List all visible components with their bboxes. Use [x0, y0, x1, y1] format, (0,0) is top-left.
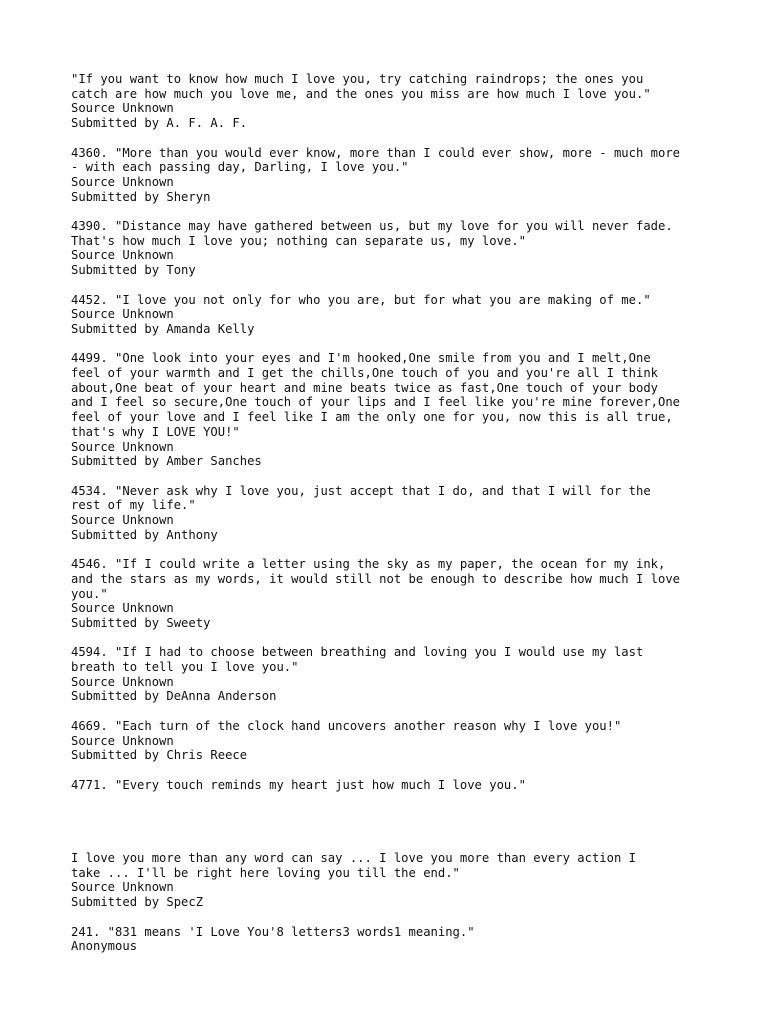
quote-entry — [71, 351, 711, 469]
quote-entry — [71, 219, 711, 278]
quote-entry — [71, 851, 711, 910]
quote-list — [71, 72, 711, 792]
quote-source: Source Unknown — [71, 101, 174, 116]
quote-text: 241. "831 means 'I Love You'8 letters3 words1 meaning." — [71, 924, 475, 939]
quote-submitter: Submitted by Sheryn — [71, 189, 211, 204]
document-page — [71, 72, 711, 969]
quote-text: 4452. "I love you not only for who you are, but for what you are making of me." — [71, 292, 651, 307]
quote-text: 4390. "Distance may have gathered between us, but my love for you will never fade. That's how much I love you; nothing can separate us, my love." — [71, 219, 673, 248]
quote-text: 4534. "Never ask why I love you, just accept that I do, and that I will for the rest of my life." — [71, 483, 651, 513]
quote-submitter: Submitted by Amber Sanches — [71, 454, 262, 469]
quote-source: Source Unknown — [71, 439, 174, 454]
quote-entry — [71, 484, 711, 543]
quote-text: 4499. "One look into your eyes and I'm hooked,One smile from you and I melt,One feel of your warmth and I get the chills,One touch of you and you're all I think about,One beat of your heart and mine beats twice as fast,One touch of your body and I feel so secure,One touch of your lips and I feel like you're mine forever,One feel of your love and I feel like I am the only one for you, now this is all true, that's why I LOVE YOU!" — [71, 351, 681, 439]
quote-submitter: Submitted by A. F. A. F. — [71, 116, 248, 131]
quote-entry — [71, 146, 711, 205]
quote-entry — [71, 719, 711, 763]
quote-entry — [71, 778, 711, 793]
quote-source: Source Unknown — [71, 674, 174, 689]
quote-list-continued — [71, 851, 711, 954]
quote-source: Source Unknown — [71, 733, 174, 748]
quote-text: 4669. "Each turn of the clock hand uncovers another reason why I love you!" — [71, 718, 622, 733]
quote-submitter: Submitted by Amanda Kelly — [71, 321, 255, 336]
quote-source: Source Unknown — [71, 174, 174, 189]
quote-submitter: Submitted by SpecZ — [71, 895, 204, 910]
quote-source: Source Unknown — [71, 248, 174, 263]
quote-text: "If you want to know how much I love you, try catching raindrops; the ones you catch are how much you love me, and the ones you miss are how much I love you." — [71, 72, 651, 101]
quote-source: Source Unknown — [71, 880, 174, 895]
quote-submitter: Submitted by Sweety — [71, 615, 211, 630]
quote-source: Source Unknown — [71, 513, 174, 528]
quote-submitter: Submitted by Tony — [71, 263, 196, 278]
quote-entry — [71, 293, 711, 337]
quote-entry — [71, 72, 711, 131]
quote-submitter: Submitted by Anthony — [71, 527, 218, 542]
quote-source: Source Unknown — [71, 601, 174, 616]
quote-text: 4594. "If I had to choose between breathing and loving you I would use my last breath to tell you I love you." — [71, 645, 644, 675]
quote-text: I love you more than any word can say ... I love you more than every action I take ... I'll be right here loving you till the end." — [71, 851, 636, 880]
quote-entry — [71, 557, 711, 631]
quote-source: Anonymous — [71, 939, 138, 954]
quote-entry — [71, 925, 711, 954]
quote-submitter: Submitted by Chris Reece — [71, 748, 248, 763]
page-gap — [71, 807, 711, 851]
quote-text: 4546. "If I could write a letter using the sky as my paper, the ocean for my ink, and the stars as my words, it would still not be enough to describe how much I love you." — [71, 557, 681, 601]
quote-text: 4360. "More than you would ever know, more than I could ever show, more - much more - with each passing day, Darling, I love you." — [71, 145, 681, 175]
quote-source: Source Unknown — [71, 307, 174, 322]
quote-submitter: Submitted by DeAnna Anderson — [71, 689, 277, 704]
quote-entry — [71, 645, 711, 704]
quote-text: 4771. "Every touch reminds my heart just how much I love you." — [71, 777, 526, 792]
